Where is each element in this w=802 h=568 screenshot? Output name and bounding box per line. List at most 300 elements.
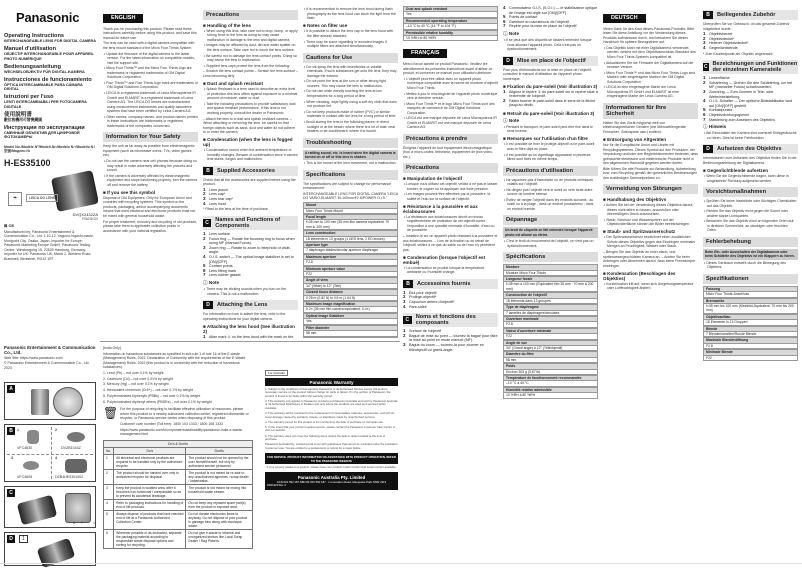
spec-row — [503, 340, 598, 352]
spec-label: Lens construction — [303, 230, 398, 236]
item-number: 1 — [503, 88, 506, 94]
spec-row — [703, 349, 798, 361]
item-number: 5 — [503, 14, 506, 20]
spec-value: F2.8 — [703, 344, 798, 349]
spec-label: Dust and splash resistant — [403, 6, 498, 12]
spec-row — [303, 242, 398, 254]
section-letter: C — [703, 64, 708, 71]
paragraph: Thank you for purchasing this product. Please read these instructions carefully before using this product, and save this manual for future use. — [103, 26, 197, 40]
section-title: Mise en place de l'objectif — [517, 57, 586, 64]
india-section — [103, 345, 253, 559]
item-number: 1 — [203, 230, 206, 236]
item-text: O.I.S.-Schalter — Der optische Bildstabilisator wird auf [ON]/[OFF] gestellt. — [709, 99, 793, 108]
section-heading: Précautions à prendre — [403, 134, 498, 144]
item-number: 4 — [703, 44, 706, 50]
paragraph: Éloignez l'appareil de tout équipement électromagnétique (four à micro-ondes, téléviseur, équipement de jeux vidéo, etc.). — [403, 145, 493, 159]
item-number: 1 — [703, 75, 706, 81]
item-number: 3 — [403, 341, 406, 347]
spec-value: 34° (Wide) to 12° (Tele) — [303, 284, 398, 289]
spec-label: Filter diameter — [303, 325, 398, 331]
spec-label: Poids — [503, 363, 598, 369]
cover-column — [4, 2, 98, 342]
spec-row — [403, 30, 498, 42]
bullet-item: • Do not use the camera near cell phones because doing so may result in noise adversely affecting the pictures and sound. — [103, 159, 198, 173]
table-cell: Do not donate electronics items to anybody. Do not dispose of your product in garbage bins along with municipal waste. — [186, 510, 253, 529]
item-number: 2 — [403, 294, 406, 300]
bullet-item: • Do not point the lens at the sun or other strong light sources. This may cause the lens to malfunction. — [303, 79, 398, 88]
item-number: 4 — [703, 98, 706, 104]
table-cell: 5 — [104, 510, 114, 529]
numbered-item — [203, 335, 298, 338]
bullet-item: • Achten Sie bei der Verwendung dieses Objektivs darauf, dieses nicht fallen zu lassen, anzustoßen oder übermäßigem Druck auszusetzen. — [603, 203, 698, 217]
item-number: 2 — [203, 191, 206, 197]
subsection-heading: ■ Handhabung des Objektivs — [603, 197, 698, 202]
section-letter: B — [203, 167, 213, 175]
item-number: 1 — [203, 186, 206, 192]
spec-row — [503, 375, 598, 387]
subsection-heading: ■ Entsorgung von Altgeräten — [603, 137, 698, 142]
table-cell: Refer to packaging instructions for handling of end of life products. — [114, 499, 186, 510]
bullet-item: • Sprühen Sie keine Insektizide oder flüchtigen Chemikalien auf das Objektiv. — [703, 199, 798, 208]
item-number: 6 — [203, 267, 206, 273]
subsection-heading: ■ Condensation (lorsque l'objectif est embué) — [403, 255, 498, 265]
item-text: Linsenfläche — [709, 76, 730, 81]
paragraph: – Bringen Sie das Objektiv an einer staub- und spritzwassergeschützten Kamera an. – Achten Sie beim Anbringen oder Abnehmen darauf, dass keine Fremdkörper eindringen. — [603, 250, 696, 268]
subsection-heading: ■ Résistance à la poussière et aux éclaboussures — [403, 204, 498, 214]
english-specifications-column — [303, 6, 398, 338]
bullet-item: • Condensation occurs when the ambient temperature or humidity changes. Beware of condensation since it causes lens stains, fungus and malfunction. — [203, 148, 298, 162]
item-number: 6 — [503, 18, 506, 24]
table-cell: Keep the product in isolated area, after it becomes non-functional / unrepairable so as to prevent its accidental breakage. — [114, 484, 186, 499]
item-text: Étui pour objectif — [409, 290, 437, 295]
item-text: Lens surface — [209, 231, 231, 236]
item-text: Protège-objectif* — [409, 295, 437, 300]
item-number: 7 — [503, 23, 506, 29]
section-letter: D — [203, 301, 213, 309]
bullet-item: • It is possible to attach the lens cap or the lens hood with the filter already attached. — [303, 29, 398, 38]
spec-row — [303, 337, 398, 339]
item-number: 5 — [203, 263, 206, 269]
figure-a — [4, 382, 96, 420]
item-text: Points de contact — [509, 15, 538, 20]
spec-label — [303, 337, 398, 339]
india-label: [India Only] — [103, 346, 121, 351]
item-text: Pare-soleil — [409, 304, 427, 309]
copyright: © Panasonic Entertainment & Communication Co., Ltd. 2023 — [4, 361, 90, 370]
table-cell: Always dispose of products that have reached end of life at a Panasonic Authorized Collection Center. — [114, 510, 186, 529]
bullet-item: • C'est le bruit du mouvement de l'objectif, ce n'est pas un dysfonctionnement. — [503, 239, 598, 248]
cover-title: Manuel d'utilisation — [4, 46, 56, 53]
panasonic-logo: Panasonic — [16, 10, 80, 25]
table-cell: The product should be handed over only to authorized recycler for disposal. — [114, 469, 186, 484]
table-cell: The product is not meant for re-sale to any unauthorized agencies / scrap dealer / kabariwalas. — [186, 469, 253, 484]
lettered-section-heading — [203, 166, 298, 176]
spec-label: Permissible relative humidity — [403, 30, 498, 36]
item-number: 2 — [703, 35, 706, 41]
india-web-link[interactable]: https://www.panasonic.com/in/corporate/sustainability/panasonic-india-e-waste-management.html — [120, 427, 243, 437]
section-heading: Spécifications — [503, 252, 598, 262]
item-number: 1 — [703, 31, 706, 37]
item-text: Lens cap* — [209, 192, 226, 197]
bullet-item: • Micro Four Thirds™ und das Micro Four Thirds-Logo sind Marken oder eingetragene Marken der OM Digital Solutions Corporation. — [603, 71, 698, 85]
figure-c-label: C — [7, 489, 15, 497]
bullet-item: • Images may be affected by dust, dirt and water spatter on the lens surface. Take care not to touch the lens surface. — [203, 43, 298, 52]
paragraph: – Installez-le sur un appareil photo résistant à la poussière et aux éclaboussures. – Lors de la fixation ou du retrait de l'objectif, veillez à ce que du sable ou de l'eau n'y pénètrent pas. — [403, 234, 498, 252]
lettered-section-heading — [203, 216, 298, 230]
bullet-item: • La condensation se produit lorsque la température ambiante ou l'humidité change. — [403, 266, 498, 275]
print-code: F0823KD0 — [81, 216, 98, 221]
numbered-item — [503, 90, 598, 99]
section-letter: B — [403, 280, 413, 288]
section-heading: Vermeidung von Störungen — [603, 184, 698, 194]
spec-value: –10 °C à 40 °C — [503, 381, 598, 386]
dust-splash-icon: ☂ — [8, 192, 22, 206]
paragraph: The lens can be used with a digital camera compatible with the lens mount standard of the Micro Four Thirds System. — [103, 41, 195, 50]
item-number: 3 — [403, 299, 406, 304]
bullet-item: • Other names, company names, and product names printed in these instructions are trademarks or registered trademarks of the companies concerned. — [103, 115, 198, 129]
section-letter: D — [703, 145, 713, 153]
bullet-item: • Lorsque vous utilisez cet objectif, veillez à ne pas le laisser tomber, le cogner ou lui appliquer une forte pression. — [403, 182, 498, 191]
spec-row — [503, 351, 598, 363]
section-heading: Précautions d'utilisation — [503, 166, 598, 176]
numbered-item — [203, 237, 298, 246]
paragraph: Merci d'avoir acheté ce produit Panasonic. Veuillez lire attentivement les présentes instructions avant d'utiliser ce produit, et conserver ce manuel pour utilisation ultérieure. — [403, 62, 493, 76]
item-text: Hinterer Objektivdeckel* — [709, 41, 749, 46]
item-number: 1 — [403, 289, 406, 295]
spec-value: F2.8 — [503, 322, 598, 327]
warranty-contact-bar: FOR SERVICE, PRODUCT INFORMATION OR ASSISTANCE WITH PRODUCT OPERATION, REFER TO THE PANASONIC WEBSITE — [265, 453, 398, 464]
table-cell: All electrical and electronic products are required to be handled only by the authorized recycler. — [114, 454, 186, 469]
spec-label: Maximum aperture — [303, 254, 398, 260]
item-text: Objektivbeutel — [709, 32, 733, 37]
language-heading: FRANÇAIS — [403, 49, 447, 58]
substance-limit: 6. Polybrominated diphenyl ethers (PBDEs) – not over 0.1% by weight — [103, 399, 212, 404]
bullet-item: • Do not keep products made of rubber (PVC) or similar materials in contact with the lens for a long period of time. — [303, 110, 398, 119]
warranty-address: ACN 001 592 187 ABN 83 001 592 187 · 1 Innovation Road, Macquarie Park NSW 2113 — [276, 479, 387, 484]
cover-subtitle: 數位相機用可替換鏡頭 — [4, 117, 42, 122]
spec-value: f=35 mm bis 100 mm (Kleinbild-Äquivalent: 70 mm bis 200 mm) — [703, 304, 798, 314]
spec-label: Humidité relative admissible — [503, 387, 598, 393]
spec-label: Angle of view — [303, 277, 398, 283]
spec-value: f=35 mm to 100 mm (35 mm film camera equivalent: 70 mm to 200 mm) — [303, 220, 398, 230]
cover-titles — [4, 33, 98, 140]
paragraph: Überprüfen Sie vor Gebrauch, ob das gesamte Zubehör mitgeliefert wurde. — [703, 22, 790, 31]
note-heading: ⓘ Note — [203, 280, 298, 286]
bullet-item: • If the camera is adversely affected by electromagnetic equipment and stops functioning properly, turn the camera off and remove the battery. — [103, 174, 198, 188]
bullet-item: • Staub, Schmutz und Wasserspritzer auf der Objektivoberfläche können die Bilder beeinträchtigen. — [603, 218, 698, 227]
section-heading: Cautions for Use — [303, 53, 398, 63]
item-text: Zoom ring — Rotate to zoom to telephoto or wide-angle. — [209, 245, 291, 255]
paragraph: INTERCHANGEABLE LENS FOR DIGITAL CAMERA "LEICA DG VARIO-ELMARIT 35-100mm/F2.8/POWER O.I.S." — [303, 191, 398, 201]
item-text: Garniture en caoutchouc de l'objectif — [509, 19, 569, 24]
spec-row — [403, 6, 498, 18]
spec-row — [703, 326, 798, 338]
spec-row — [403, 18, 498, 30]
section-title: Beiliegendes Zubehör — [717, 12, 776, 18]
item-text: Lens fitting mark — [209, 268, 237, 273]
spec-value: Micro Four Thirds-Anschluss — [703, 292, 798, 297]
figure-b-label: B — [7, 427, 15, 435]
paragraph: Bitte führen Sie alte Produkte zur Behandlung, Aufarbeitung bzw. zum Recycling gemäß den gesetzlichen Bestimmungen den zuständigen Sammelpunkten zu. — [603, 166, 698, 180]
item-number: 3 — [203, 244, 206, 250]
table-cell: 2 — [104, 469, 114, 484]
subsection-heading: ■ Manipulation de l'objectif — [403, 176, 498, 181]
troubleshooting-symptom: A rattling sound, etc. is heard when the digital camera is turned on or off or this lens is shaken. — [303, 150, 398, 161]
section-letter: C — [203, 219, 211, 227]
model-label: Model No./Modèle N°/Modell-Nr./Modelo N.º/Modello N./型號/Модель № — [4, 144, 96, 154]
numbered-item — [203, 273, 298, 278]
troubleshooting-symptom: Un bruit de cliquetis se fait entendre lorsque l'appareil photo est allumé ou éteint. — [503, 227, 598, 238]
bullet-item: • Kondensation tritt auf, wenn sich Umgebungstemperatur oder Luftfeuchtigkeit ändern. — [603, 282, 698, 291]
numbered-item — [703, 90, 798, 99]
bullet-item: • Évitez de ranger l'objectif dans les endroits suivants : au soleil ou à la plage ; dans un endroit poussiéreux ; dans un endroit humide. — [503, 198, 598, 212]
paragraph: Halten Sie das Gerät möglichst weit von elektromagnetischen Geräten (wie Mikrowellengeräte, Fernseher, Videospiele usw.) entfernt. — [603, 120, 687, 134]
warranty-title: Panasonic Warranty — [265, 378, 398, 386]
spec-label: Mount — [303, 202, 398, 208]
paragraph: For information on how to attach the lens, refer to the operating instructions for your digital camera. — [203, 312, 286, 321]
section-title: Noms et fonctions des composants — [415, 314, 476, 327]
cover-subtitle: OBJECTIF INTERCHANGEABLE POUR APPAREIL PHOTO NUMÉRIQUE — [4, 52, 94, 61]
spec-label: Type de diaphragme — [503, 304, 598, 310]
footer-company: Panasonic Entertainment & Communication Co., Ltd. — [4, 344, 96, 355]
english-intro-column — [103, 6, 198, 338]
bullet-item: • Do not spray the lens with insecticides or volatile chemicals. If such substances get onto the lens, they may damage the exterior. — [303, 65, 398, 79]
item-number: 4 — [503, 6, 506, 10]
figure-d: D 1 — [4, 532, 96, 566]
spec-value: 10 %RH à 80 %RH — [503, 393, 598, 398]
spec-row — [303, 313, 398, 325]
section-heading: Spezifikationen — [703, 274, 798, 284]
bullet-item: • LEICA est une marque déposée de Leica Microsystems IR GmbH et ELMARIT est une marque déposée de Leica Camera AG. — [403, 116, 498, 130]
spec-label: Fassung — [703, 286, 798, 292]
numbered-item — [203, 202, 298, 207]
warranty-paragraph: 5. In the event that your product requires service, please contact the Panasonic Customer Care Centre or visit our website. — [265, 424, 396, 433]
column-header: No. — [104, 447, 114, 454]
warranty-code: PAN0123 Rev. 2 — [267, 483, 286, 487]
numbered-item — [403, 305, 498, 310]
bullet-item: • L'objectif peut être utilisé avec un appareil photo numérique compatible avec la norme de monture d'objectif Micro Four Thirds. — [403, 77, 498, 91]
cover-title: Bedienungsanleitung — [4, 63, 61, 70]
note-heading: ⓘ Note — [503, 118, 598, 124]
section-heading: Troubleshooting — [303, 138, 398, 148]
item-text: Zoomring — Zum Zoomen in Tele- oder Weitwinkelstellung. — [709, 90, 774, 99]
paragraph: Keep the unit as far away as possible from electromagnetic equipment (such as microwave ovens, TVs, video games etc). — [103, 144, 195, 158]
french-column-1 — [403, 6, 498, 562]
dos-donts-table — [103, 440, 253, 549]
item-text: Bague de mise au point — tournez la bague pour faire la mise au point en mode manuel (MF). — [409, 333, 498, 343]
section-heading: Dépannage — [503, 215, 598, 225]
table-cell: Wherever possible or as instructed, separate the packaging material according to responsible waste disposal options and sorting for recycling. — [114, 529, 186, 548]
paragraph: Disposal of Old Equipment. Only for European Union and countries with recycling systems. This symbol on the products, packaging, and/or accompanying documents means that used electrical and electronic products must not be mixed with general household waste. — [103, 195, 196, 218]
paragraph: – Attach the lens to a dust and splash resistant camera. – When attaching or removing the lens, be careful so that foreign objects such as sand, dust and water do not adhere to or enter the camera. — [203, 116, 295, 134]
section-letter: B — [703, 11, 713, 19]
warranty-paragraph: Panasonic Australia Pty. Limited goods come with guarantees that cannot be excluded under the Australian Consumer Law. You are entitled to a replacement or refund for a major failure. — [265, 442, 398, 450]
item-number: 4 — [203, 200, 206, 206]
spec-row — [503, 363, 598, 375]
spec-label: Construction de l'objectif — [503, 292, 598, 298]
numbered-item — [203, 255, 298, 264]
section-title: Names and Functions of Components — [215, 216, 281, 229]
paragraph: Informationen zum Aufsetzen des Objektivs finden Sie in der Bedienungsanleitung der Digitalkamera. — [703, 156, 797, 165]
bullet-item: • Bewahren Sie das Objektiv nicht an folgenden Orten auf: in direktem Sonnenlicht, an staubigen oder feuchten Orten. — [703, 219, 798, 233]
spec-value: 18 elements in 13 groups (1 UED lens, 2 ED lenses) — [303, 237, 398, 242]
bullet-item: • Splash Resistant is a term used to describe an extra level of protection this lens offers against exposure to a minimal amount of moisture, water or dust. — [203, 87, 298, 101]
table-cell: 1 — [104, 454, 114, 469]
item-number: 7 — [203, 272, 206, 278]
cover-subtitle: СМЕННЫЙ ОБЪЕКТИВ ДЛЯ ЦИФРОВОЙ ФОТОКАМЕРЫ — [4, 131, 80, 140]
spec-row — [503, 264, 598, 276]
warranty-section — [265, 378, 398, 554]
subsection-heading: ■ Gegenlichtblende aufsetzen — [703, 168, 798, 173]
table-row — [104, 499, 253, 510]
subsection-heading: ■ Retrait du pare-soleil (Voir illustration 3) — [503, 111, 598, 116]
item-text: Lens pouch — [209, 187, 229, 192]
cover-title: 使用說明書 — [4, 111, 32, 118]
bullet-item: • When cleaning, wipe lightly using a soft dry cloth that does not produce lint. — [303, 100, 398, 109]
lettered-section-heading — [703, 144, 798, 154]
figure-b: B 1 VFC4630 2 DVZB1044Z 3 VFC4605 4 DZB4HE0301002 — [4, 424, 96, 482]
spec-label: Objektivaufbau — [703, 314, 798, 320]
substance-limit: 1. Lead (Pb) – not over 0.1% by weight — [103, 371, 164, 376]
india-recycle-text: For the purpose of recycling to facilitate effective utilization of resources, please return this product to a nearby authorized collection center, registered dismantler or recycler, or Panasonic service center when disposing of this product. — [120, 407, 249, 421]
paragraph: The specifications are subject to change for performance enhancement. — [303, 181, 392, 191]
spec-row — [303, 214, 398, 230]
spec-label: Brennweite — [703, 298, 798, 304]
bullet-item: • It is recommended to remove the lens hood during flash photography as the lens hood can block the light from the flash. — [303, 7, 398, 21]
section-title: Accessoires fournis — [417, 280, 471, 287]
subsection-heading: ■ Kondensation (Beschlagen des Objektivs) — [603, 271, 698, 281]
bullet-item: • Wenn Sie die Gegenlichtblende tragen, kann diese in umgekehrter Richtung aufgesetzt werden. — [703, 174, 798, 183]
spec-label: Maximum image magnification — [303, 301, 398, 307]
crossed-bin-icon: 🗑︎ — [103, 406, 119, 420]
item-text: Commutateur O.I.S. (S.O.I.) — le stabilisateur optique de l'image est réglé sur [ON]/[OFF]. — [509, 6, 598, 15]
bullet-item: • Take the following precautions to provide satisfactory dust and splash resistant performance. If this lens is not working properly, consult the dealer or Panasonic. — [203, 102, 298, 116]
spec-label: Minimum aperture value — [303, 266, 398, 272]
spec-value: 10 %RH to 80 %RH — [403, 36, 498, 41]
ce-ukca-marks: ⊠ CE — [4, 222, 15, 228]
spec-value: f=35 mm à 100 mm (Équivalent film 35 mm : 70 mm à 200 mm) — [503, 282, 598, 292]
lens-illustration — [4, 170, 98, 212]
bullet-item: • Mettez à jour le micrologiciel de l'appareil photo numérique vers la dernière version. — [403, 92, 498, 101]
item-number: 2 — [703, 79, 706, 85]
spec-label: Valeur d'ouverture minimale — [503, 328, 598, 334]
bullet-item: • Micro Four Thirds™ et le logo Micro Four Thirds sont des marques de commerce de OM Digital Solutions Corporation. — [403, 102, 498, 116]
figure-d-label: D — [7, 535, 15, 543]
bullet-item: • This is the sound of the lens movement, not a malfunction. — [303, 161, 398, 166]
table-row — [104, 484, 253, 499]
numbered-item — [403, 334, 498, 343]
spec-value: F22 — [503, 334, 598, 339]
item-text: Contact points — [209, 264, 233, 269]
spec-row — [303, 230, 398, 242]
spec-row — [303, 254, 398, 266]
spec-label: Diamètre du filtre — [503, 351, 598, 357]
paragraph: Check that all the accessories are supplied before using the product. — [203, 177, 296, 187]
bullet-item: • Four Thirds™ and Four Thirds logo mark are trademarks of OM Digital Solutions Corporation. — [103, 81, 198, 90]
column-header: Don'ts — [186, 447, 253, 454]
item-number: 3 — [703, 40, 706, 46]
india-customer-care: Customer care number (Toll free): 1800 103 1333 / 1800 108 1333 — [120, 421, 223, 426]
manufacturer-info: Manufactured by: Panasonic Entertainment & Communication Co., Ltd. 1-10-12, Yagumo-higashi-machi, Moriguchi City, Osaka, Japan. Importer for Europe: Panasonic Marketing Europe GmbH, Panasonic Testing Centre, Winsbergring 15, 22525 Hamburg, Germany. Importer for UK: Panasonic UK, Maxis 2, Western Road, Bracknell, Berkshire, RG12 1RT — [4, 229, 94, 261]
spec-value: F2.8 — [303, 260, 398, 265]
warranty-paragraph: 3. This warranty will be restricted to the replacement of consumables, batteries, accessories, and will not cover damage caused by accident, misuse, or alterations made by unauthorised persons. — [265, 411, 395, 419]
warranty-contact-note: If your enquiry relates to a product, please have your product model number and serial number available. — [266, 464, 397, 469]
spec-row — [703, 286, 798, 298]
cover-title: Инструкция по эксплуатации — [4, 124, 85, 131]
bullet-item: • Aktualisieren Sie die Firmware der Digitalkamera auf die neueste Version. — [603, 61, 698, 70]
numbered-item — [403, 343, 498, 352]
leica-badge: LEICA DG LENS — [26, 194, 58, 202]
cover-subtitle: ÓPTICA INTERCAMBIABLE PARA CÁMARA DIGITAL — [4, 82, 83, 92]
item-number: 7 — [703, 116, 706, 122]
bullet-item: • Micro Four Thirds™ and the Micro Four Thirds logo are trademarks or registered trademarks of OM Digital Solutions Corporation. — [103, 66, 198, 80]
substance-limits — [103, 371, 253, 404]
lettered-section-heading — [203, 300, 298, 310]
spec-label: Minimale Blende — [703, 349, 798, 355]
section-heading: Précautions — [403, 163, 498, 173]
subsection-heading: ■ If you see this symbol — [103, 190, 198, 195]
spec-value: 0.2× (35 mm film camera equivalent: 0.4×) — [303, 307, 398, 312]
troubleshooting-symptom: Beim Ein- oder Ausschalten der Digitalkamera oder beim Schütteln des Objektivs ist ein Klappern zu hören. — [703, 249, 798, 260]
spec-row — [503, 292, 598, 304]
spec-value: F22 — [703, 356, 798, 361]
item-number: 4 — [403, 303, 406, 309]
spec-value: 0.25 m (0.82 ft) to 0.5 m (1.64 ft) — [303, 296, 398, 301]
bullet-item: • Il se peut que des cliquetis se fassent entendre lorsque vous allumez l'appareil photo. Cela n'est pas un dysfonctionnement. — [503, 38, 598, 52]
warranty-company-box — [265, 472, 398, 490]
spec-label: Monture — [503, 264, 598, 270]
section-heading: Information for Your Safety — [103, 132, 198, 142]
model-number: H-ES35100 — [4, 157, 51, 168]
warranty-paragraph: 6. The warranty does not cover the following items unless the fault or defect existed at the time of purchase. — [265, 433, 386, 442]
section-heading: Precautions — [203, 10, 298, 20]
spec-value: 58 mm — [503, 358, 598, 363]
spec-label: Blende — [703, 326, 798, 332]
table-cell: The product should not be opened by the user himself/herself, but only by authorized service personnel. — [186, 454, 253, 469]
bullet-item: • Pendant le transport, le pare-soleil peut être fixé dans le sens inverse. — [503, 125, 598, 134]
spec-value: Monture Micro Four Thirds — [503, 271, 598, 276]
bullet-item: • Ne vaporisez pas d'insecticide ou de produits chimiques volatils sur l'objectif. — [503, 178, 598, 187]
item-number: 2 — [403, 332, 406, 338]
item-number: 2 — [503, 97, 506, 103]
note-heading: ⓘ Note — [503, 31, 598, 37]
item-text: Surface de l'objectif — [409, 329, 442, 334]
lettered-section-heading — [403, 279, 498, 289]
numbered-item — [703, 46, 798, 51]
item-text: Focus ring — Rotate the focusing ring to focus when using MF (Manual Focus). — [209, 236, 295, 246]
spec-row — [303, 301, 398, 313]
numbered-item — [503, 24, 598, 29]
warranty-paragraph: 4. The warranty period for this product is 12 months from the date of purchase for domestic use. — [265, 419, 384, 424]
table-cell: 6 — [104, 529, 114, 548]
item-number: 1 — [203, 333, 206, 338]
spec-value: 18 éléments dans 13 groupes — [503, 299, 598, 304]
spec-label: Température de fonctionnement recommandée — [503, 375, 598, 381]
item-text: Bague du zoom — tournez-la pour zoomer en téléobjectif ou grand-angle. — [409, 342, 484, 352]
german-column-2 — [703, 6, 798, 562]
spec-value: 7 Blendenlamellen/Runde Blende — [703, 332, 798, 337]
note-heading: ⓘ Hinweis — [703, 124, 798, 130]
subsection-heading: ■ Handling of the lens — [203, 23, 298, 28]
bullet-item: • Be careful not to damage the lens contact points. Doing so may cause the lens to malfunction. — [203, 54, 298, 63]
page-bottom-divider — [0, 563, 802, 564]
india-declaration: Information on hazardous substances as specified in sub-rule 1 of rule 16 of the E-waste (Management) Rules, 2022. Declaration of Conformity with the requirements of the E-Waste (Management) Rules, 2022 (this product is in conformity with the reduction of hazardous substances). — [103, 351, 246, 370]
paragraph: For proper treatment, recovery and recycling of old products, please take them to applicable collection points in accordance with your national legislation. — [103, 219, 197, 233]
lettered-section-heading — [703, 60, 798, 74]
subsection-heading: ■ Remarques sur l'utilisation d'un filtre — [503, 136, 598, 141]
table-row — [104, 529, 253, 548]
spec-value: –10 °C to 40 °C (14 °F to 104 °F) — [403, 24, 498, 29]
